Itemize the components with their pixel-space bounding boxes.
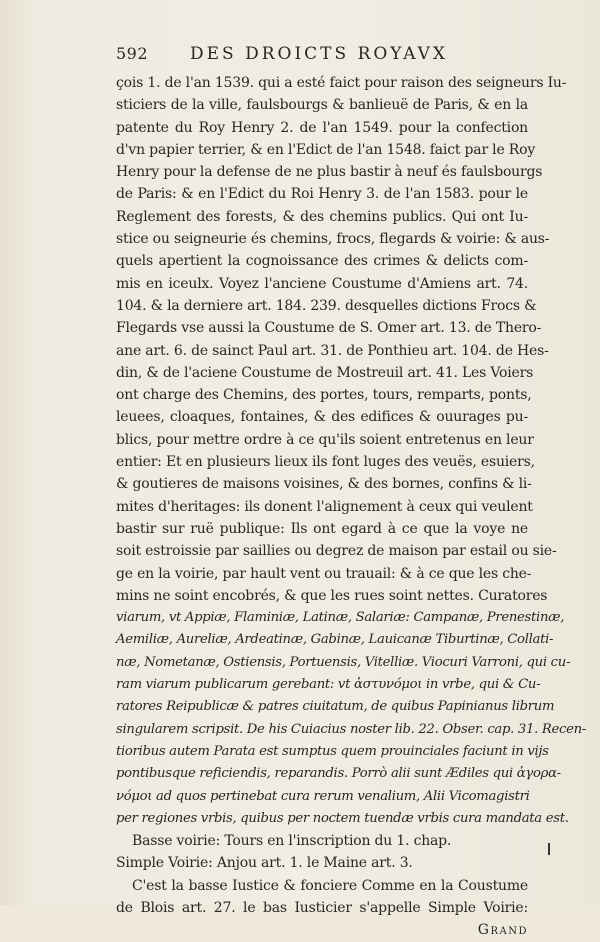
text-line: blics, pour mettre ordre à ce qu'ils soient entretenus en leur — [116, 431, 534, 448]
text-line: Henry pour la defense de ne plus bastir à neuf és faulsbourgs — [116, 164, 543, 181]
text-line: Basse voirie: Tours en l'inscription du 1. chap. — [132, 833, 452, 850]
text-line: d'vn papier terrier, & en l'Edict de l'an 1548. faict par le Roy — [116, 141, 536, 158]
latin-line: Aemiliæ, Aureliæ, Ardeatinæ, Gabinæ, Lauicanæ Tiburtinæ, Collati- — [116, 632, 554, 648]
text-line: çois 1. de l'an 1539. qui a esté faict pour raison des seigneurs Iu- — [116, 75, 567, 91]
text-line: sticiers de la ville, faulsbourgs & banlieuë de Paris, & en la — [116, 97, 528, 114]
text-line: din, & de l'aciene Coustume de Mostreuil art. 41. Les Voiers — [116, 364, 534, 381]
text-line: Flegards vse aussi la Coustume de S. Omer art. 13. de Thero- — [116, 320, 542, 337]
text-line: quels apertient la cognoissance des crimes & delicts com- — [116, 253, 528, 270]
latin-line: pontibusque reficiendis, reparandis. Porrò alii sunt Ædiles qui ἀγορα- — [116, 766, 561, 782]
text-line: de Paris: & en l'Edict du Roi Henry 3. de l'an 1583. pour le — [116, 186, 528, 203]
latin-line: ratores Reipublicæ & patres ciuitatum, de quibus Papinianus librum — [116, 699, 555, 715]
text-line: mites d'heritages: ils donent l'alignement à ceux qui veulent — [116, 498, 533, 515]
text-line: Simple Voirie: Anjou art. 1. le Maine art. 3. — [116, 855, 413, 872]
text-line: ge en la voirie, par hault vent ou trauail: & à ce que les che- — [116, 565, 532, 582]
text-line: mis en iceulx. Voyez l'anciene Coustume d'Amiens art. 74. — [116, 275, 528, 292]
text-line: ane art. 6. de sainct Paul art. 31. de Ponthieu art. 104. de Hes- — [116, 342, 549, 359]
text-line: bastir sur ruë publique: Ils ont egard à ce que la voye ne — [116, 520, 528, 537]
page-header — [116, 44, 526, 68]
text-line: mins ne soint encobrés, & que les rues soint nettes. Curatores — [116, 587, 548, 604]
text-line: soit estroissie par saillies ou degrez de maison par estail ou sie- — [116, 543, 557, 560]
text-line: patente du Roy Henry 2. de l'an 1549. pour la confection — [116, 119, 528, 136]
latin-line: per regiones vrbis, quibus per noctem tuendæ vrbis cura mandata est. — [116, 810, 569, 826]
latin-line: næ, Nometanæ, Ostiensis, Portuensis, Vitelliæ. Viocuri Varroni, qui cu- — [116, 654, 571, 670]
body-text — [116, 72, 586, 942]
latin-line: viarum, vt Appiæ, Flaminiæ, Latinæ, Salariæ: Campanæ, Prenestinæ, — [116, 610, 565, 626]
text-line: leuees, cloaques, fontaines, & des edifices & ouurages pu- — [116, 409, 528, 426]
latin-line: tioribus autem Parata est sumptus quem prouinciales faciunt in vijs — [116, 743, 549, 759]
catchword: Grand — [477, 922, 528, 939]
text-line: 104. & la derniere art. 184. 239. desquelles dictions Frocs & — [116, 297, 537, 314]
text-line: C'est la basse Iustice & fonciere Comme en la Coustume — [132, 877, 528, 894]
text-line: entier: Et en plusieurs lieux ils font luges des veuës, esuiers, — [116, 454, 535, 471]
text-line: Reglement des forests, & des chemins publics. Qui ont Iu- — [116, 208, 528, 225]
text-line: de Blois art. 27. le bas Iusticier s'appelle Simple Voirie: — [116, 899, 528, 916]
text-line: stice ou seigneurie és chemins, frocs, flegards & voirie: & aus- — [116, 231, 550, 248]
text-line: & goutieres de maisons voisines, & des bornes, confins & li- — [116, 476, 532, 493]
latin-line: ram viarum publicarum gerebant: vt ἀστυνόμοι in vrbe, qui & Cu- — [116, 677, 541, 693]
latin-line: νόμοι ad quos pertinebat cura rerum venalium, Alii Vicomagistri — [116, 788, 530, 804]
latin-line: singularem scripsit. De his Cuiacius noster lib. 22. Obser. cap. 31. Recen- — [116, 721, 586, 737]
margin-mark — [548, 843, 550, 855]
running-title: DES DROICTS ROYAVX — [190, 44, 449, 64]
page-number: 592 — [116, 44, 149, 63]
text-line: ont charge des Chemins, des portes, tours, remparts, ponts, — [116, 387, 532, 404]
